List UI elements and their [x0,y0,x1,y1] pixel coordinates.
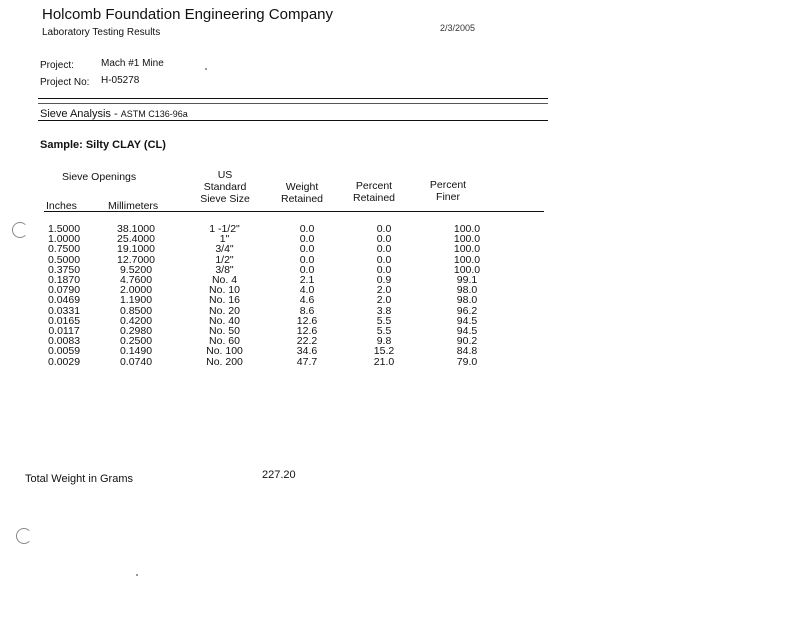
header-pret-line2: Retained [352,192,396,204]
cell-sieve-size: No. 100 [206,345,243,358]
table-row [32,336,507,346]
cell-weight-retained: 0.0 [299,233,315,246]
cell-weight-retained: 47.7 [296,355,318,368]
cell-sieve-size: 1" [219,233,230,246]
cell-weight-retained: 8.6 [299,304,315,317]
cell-sieve-size: 3/8" [215,263,234,276]
cell-percent-finer: 94.5 [456,325,478,338]
cell-percent-finer: 90.2 [456,335,478,348]
cell-percent-retained: 0.0 [376,243,392,256]
cell-sieve-size: No. 40 [209,314,240,327]
section-title [40,108,188,120]
cell-weight-retained: 12.6 [296,314,318,327]
cell-millimeters: 0.2500 [119,335,153,348]
cell-percent-finer: 79.0 [456,355,478,368]
project-value: Mach #1 Mine [101,58,164,69]
report-subtitle: Laboratory Testing Results [42,27,161,38]
cell-sieve-size: No. 50 [209,325,240,338]
header-weight-line2: Retained [280,193,324,205]
cell-percent-retained: 15.2 [373,345,395,358]
cell-inches: 1.5000 [47,223,81,235]
header-underline [44,211,544,212]
cell-sieve-size: No. 60 [209,335,240,348]
header-percent-finer [418,179,478,203]
cell-percent-retained: 0.0 [376,253,392,266]
cell-percent-retained: 0.0 [376,263,392,276]
cell-percent-finer: 100.0 [453,253,481,266]
cell-percent-finer: 100.0 [453,223,481,235]
header-millimeters: Millimeters [108,200,159,212]
cell-weight-retained: 34.6 [296,345,318,358]
cell-millimeters: 0.1490 [119,345,153,358]
cell-sieve-size: No. 16 [209,294,240,307]
project-label: Project: [40,60,74,71]
cell-percent-finer: 100.0 [453,243,481,256]
cell-percent-finer: 100.0 [453,233,481,246]
cell-millimeters: 0.2980 [119,325,153,338]
cell-inches: 0.1870 [47,274,81,287]
header-us-standard-sieve [195,169,255,205]
top-rule-2 [38,103,548,104]
cell-inches: 0.0165 [47,314,81,327]
header-us-line2: Standard [203,181,247,193]
cell-percent-finer: 100.0 [453,263,481,276]
cell-millimeters: 0.8500 [119,304,153,317]
cell-percent-retained: 0.9 [376,274,392,287]
cell-percent-finer: 98.0 [456,294,478,307]
cell-inches: 0.0117 [48,325,80,338]
cell-inches: 0.0790 [47,284,81,297]
report-date: 2/3/2005 [440,23,476,33]
total-weight-label: Total Weight in Grams [25,473,134,485]
cell-inches: 0.3750 [47,263,81,276]
cell-inches: 0.0029 [47,355,81,368]
cell-weight-retained: 0.0 [299,223,315,235]
cell-weight-retained: 12.6 [296,325,318,338]
table-row [32,234,507,244]
table-row [32,306,507,316]
header-pfin-line2: Finer [436,191,460,203]
cell-sieve-size: 3/4" [215,243,234,256]
header-us-line1: US [217,169,233,181]
scan-speck [205,68,207,70]
cell-sieve-size: No. 4 [211,274,238,287]
table-row [32,275,507,285]
cell-percent-finer: 94.5 [456,314,478,327]
cell-weight-retained: 0.0 [299,243,315,256]
cell-percent-finer: 99.1 [456,274,478,287]
section-title-text: Sieve Analysis - [40,108,121,120]
cell-percent-retained: 3.8 [376,304,392,317]
cell-inches: 0.0059 [47,345,81,358]
top-rule [38,98,548,99]
punch-hole-mark [16,528,32,544]
total-weight-value: 227.20 [262,469,296,481]
table-row [32,244,507,254]
cell-percent-retained: 9.8 [376,335,392,348]
cell-millimeters: 9.5200 [119,263,153,276]
punch-hole-mark [12,222,28,238]
cell-millimeters: 0.0740 [119,355,153,368]
cell-inches: 0.0469 [47,294,81,307]
project-number-label: Project No: [40,77,90,88]
cell-millimeters: 12.7000 [117,253,155,266]
table-row [32,265,507,275]
table-row [32,255,507,265]
cell-weight-retained: 2.1 [299,274,315,287]
cell-percent-finer: 84.8 [456,345,478,358]
table-row [32,295,507,305]
scan-speck [136,574,138,576]
section-rule [38,120,548,121]
header-sieve-openings: Sieve Openings [62,171,137,183]
cell-millimeters: 38.1000 [117,223,155,235]
header-inches: Inches [46,200,77,212]
cell-inches: 0.7500 [47,243,81,256]
header-pret-line1: Percent [355,180,393,192]
company-name: Holcomb Foundation Engineering Company [42,6,334,23]
sieve-table [32,224,507,367]
cell-sieve-size: No. 20 [209,304,240,317]
cell-millimeters: 1.1900 [119,294,153,307]
cell-inches: 0.5000 [47,253,81,266]
table-row [32,224,507,234]
cell-millimeters: 4.7600 [119,274,153,287]
cell-percent-retained: 5.5 [376,314,392,327]
cell-percent-retained: 0.0 [376,233,392,246]
cell-millimeters: 25.4000 [117,233,155,246]
cell-percent-retained: 2.0 [376,294,392,307]
cell-sieve-size: 1/2" [215,253,234,266]
cell-sieve-size: No. 200 [206,355,243,368]
table-row [32,326,507,336]
cell-inches: 0.0083 [47,335,81,348]
cell-weight-retained: 0.0 [299,253,315,266]
cell-sieve-size: No. 10 [209,284,240,297]
table-row [32,285,507,295]
table-row [32,346,507,356]
header-weight-line1: Weight [285,181,319,193]
cell-weight-retained: 4.6 [299,294,315,307]
cell-sieve-size: 1 -1/2" [209,223,240,235]
cell-weight-retained: 4.0 [299,284,315,297]
cell-percent-finer: 98.0 [456,284,478,297]
section-standard: ASTM C136-96a [120,109,188,119]
sample-description: Sample: Silty CLAY (CL) [40,139,166,151]
header-pfin-line1: Percent [429,179,467,191]
cell-percent-retained: 5.5 [376,325,392,338]
table-row [32,316,507,326]
header-us-line3: Sieve Size [200,193,250,205]
cell-inches: 1.0000 [47,233,81,246]
cell-percent-finer: 96.2 [456,304,478,317]
cell-percent-retained: 21.0 [373,355,395,368]
cell-percent-retained: 0.0 [376,223,392,235]
cell-weight-retained: 22.2 [296,335,318,348]
project-number-value: H-05278 [101,75,140,86]
cell-percent-retained: 2.0 [376,284,392,297]
header-weight-retained [272,181,332,205]
cell-inches: 0.0331 [47,304,81,317]
table-row [32,357,507,367]
cell-millimeters: 2.0000 [119,284,153,297]
cell-weight-retained: 0.0 [299,263,315,276]
header-percent-retained [344,180,404,204]
cell-millimeters: 19.1000 [117,243,155,256]
cell-millimeters: 0.4200 [119,314,153,327]
